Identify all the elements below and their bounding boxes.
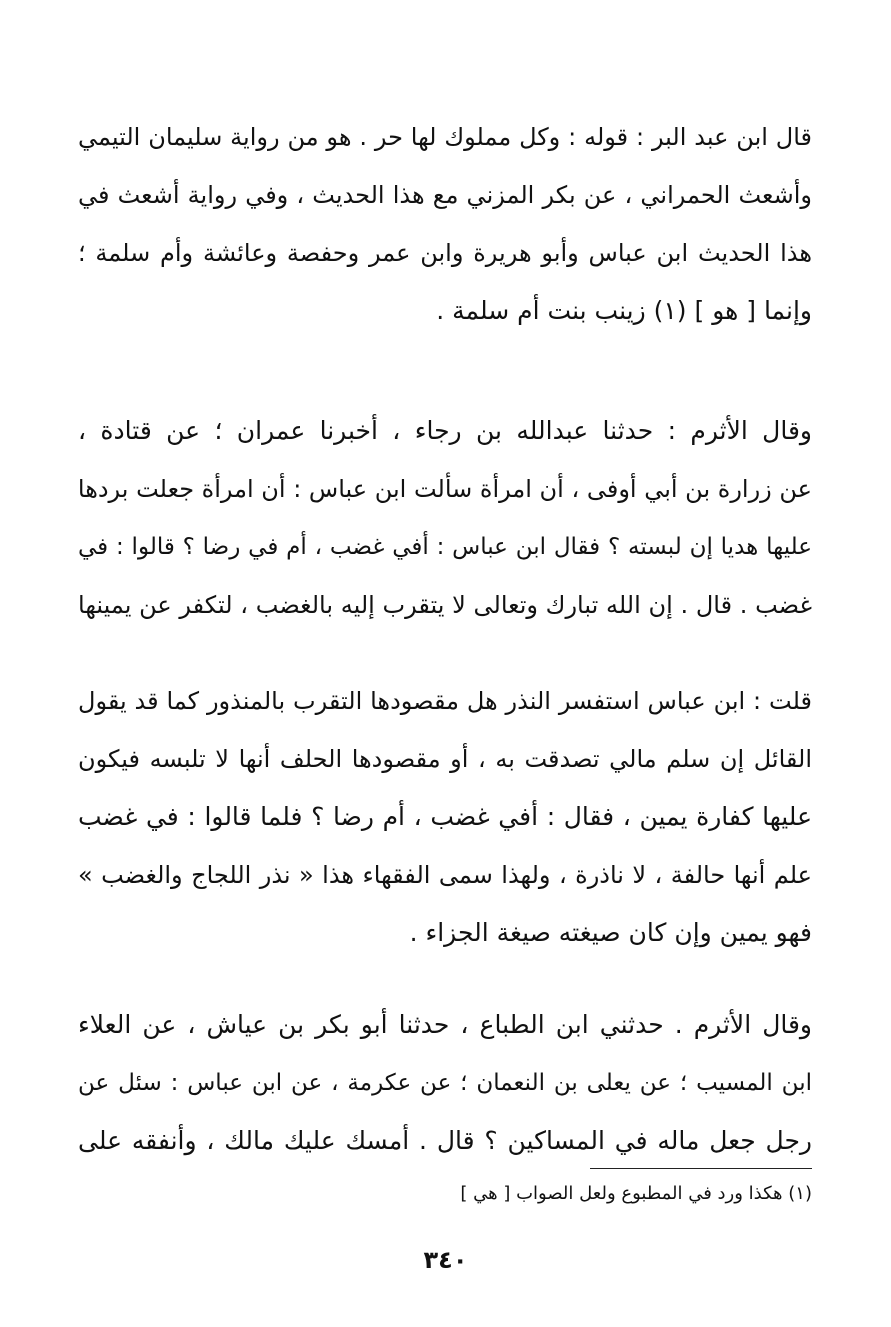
- text-line: ابن المسيب ؛ عن يعلى بن النعمان ؛ عن عكرمة ، عن ابن عباس : سئل عن: [78, 1070, 812, 1096]
- text-line: وأشعث الحمراني ، عن بكر المزني مع هذا الحديث ، وفي رواية أشعث في: [78, 181, 812, 209]
- text-line: رجل جعل ماله في المساكين ؟ قال . أمسك عليك مالك ، وأنفقه على: [78, 1126, 812, 1155]
- text-line: القائل إن سلم مالي تصدقت به ، أو مقصودها الحلف أنها لا تلبسه فيكون: [78, 745, 812, 773]
- footnote-divider: [590, 1168, 812, 1169]
- footnote: (١) هكذا ورد في المطبوع ولعل الصواب [ هي ]: [460, 1183, 812, 1204]
- paragraph-1: [78, 108, 812, 340]
- text-line: غضب . قال . إن الله تبارك وتعالى لا يتقرب إليه بالغضب ، لتكفر عن يمينها: [78, 591, 812, 619]
- text-line: وإنما [ هو ] (١) زينب بنت أم سلمة .: [436, 296, 812, 325]
- paragraph-4: [78, 996, 812, 1170]
- text-line: وقال الأثرم . حدثني ابن الطباع ، حدثنا أبو بكر بن عياش ، عن العلاء: [78, 1010, 812, 1039]
- paragraph-3: [78, 672, 812, 962]
- text-line: عليها هديا إن لبسته ؟ فقال ابن عباس : أفي غضب ، أم في رضا ؟ قالوا : في: [78, 534, 812, 560]
- text-line: عليها كفارة يمين ، فقال : أفي غضب ، أم رضا ؟ فلما قالوا : في غضب: [78, 802, 812, 831]
- text-line: علم أنها حالفة ، لا ناذرة ، ولهذا سمى الفقهاء هذا « نذر اللجاج والغضب »: [78, 861, 812, 889]
- paragraph-2: [78, 402, 812, 634]
- page-number: ٣٤٠: [423, 1246, 468, 1274]
- text-line: قال ابن عبد البر : قوله : وكل مملوك لها حر . هو من رواية سليمان التيمي: [78, 123, 812, 151]
- text-line: فهو يمين وإن كان صيغته صيغة الجزاء .: [409, 918, 812, 947]
- text-line: عن زرارة بن أبي أوفى ، أن امرأة سألت ابن عباس : أن امرأة جعلت بردها: [78, 475, 812, 503]
- text-line: هذا الحديث ابن عباس وأبو هريرة وابن عمر وحفصة وعائشة وأم سلمة ؛: [78, 239, 812, 267]
- text-line: وقال الأثرم : حدثنا عبدالله بن رجاء ، أخبرنا عمران ؛ عن قتادة ،: [78, 416, 812, 445]
- text-line: قلت : ابن عباس استفسر النذر هل مقصودها التقرب بالمنذور كما قد يقول: [78, 687, 812, 715]
